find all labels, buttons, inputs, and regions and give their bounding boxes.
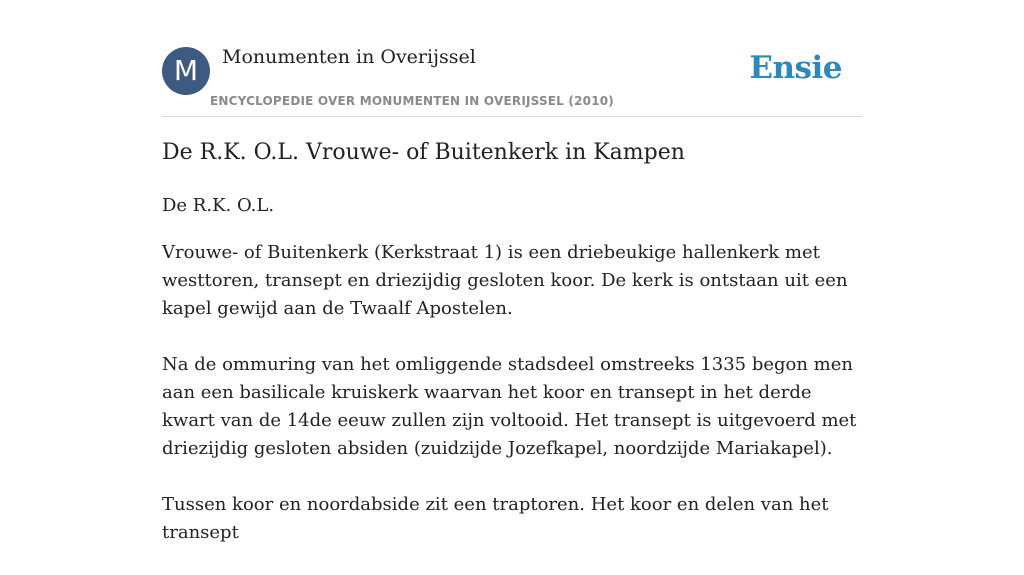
brand-logo-link[interactable]: Ensie xyxy=(749,50,842,86)
page-container xyxy=(162,0,862,543)
article-paragraph: Na de ommuring van het omliggende stadsdeel omstreeks 1335 begon men aan een basilicale kruiskerk waarvan het koor en transept in het derde kwart van de 14de eeuw zullen zijn voltooid. Het transept is uitgevoerd met driezijdig gesloten absiden (zuidzijde Jozefkapel, noordzijde Mariakapel). xyxy=(162,354,857,459)
avatar[interactable]: M xyxy=(162,47,210,95)
article-paragraph: De R.K. O.L. xyxy=(162,195,275,216)
article-paragraph: Vrouwe- of Buitenkerk (Kerkstraat 1) is een driebeukige hallenkerk met westtoren, transept en driezijdig gesloten koor. De kerk is ontstaan uit een kapel gewijd aan de Twaalf Apostelen. xyxy=(162,242,848,319)
article-title: De R.K. O.L. Vrouwe- of Buitenkerk in Kampen xyxy=(162,140,685,165)
site-title[interactable]: Monumenten in Overijssel xyxy=(222,46,476,68)
header xyxy=(162,0,862,117)
site-subtitle: ENCYCLOPEDIE OVER MONUMENTEN IN OVERIJSSEL (2010) xyxy=(210,94,614,108)
article-paragraph: Tussen koor en noordabside zit een traptoren. Het koor en delen van het transept xyxy=(162,494,829,543)
article-body xyxy=(162,192,862,575)
